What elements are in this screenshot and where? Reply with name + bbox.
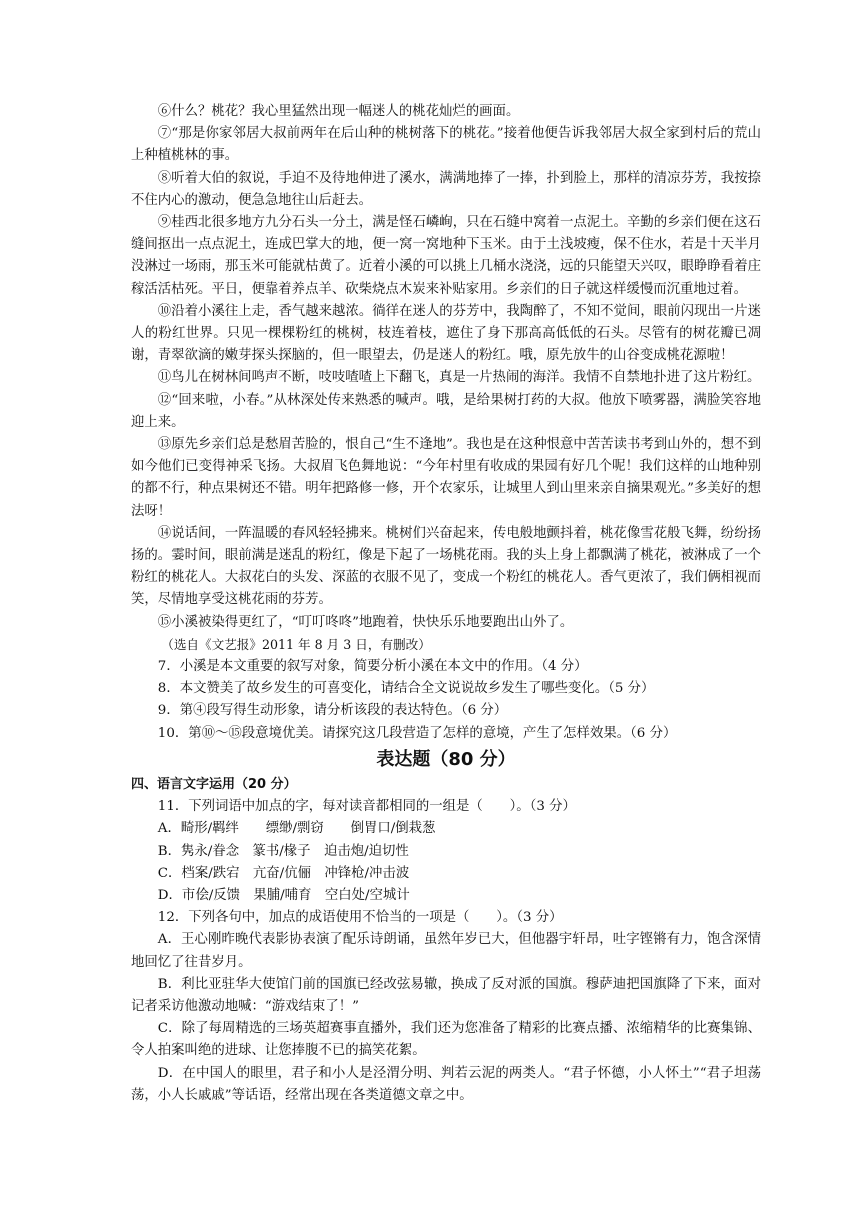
paragraph-12: ⑫“回来啦，小春。”从林深处传来熟悉的喊声。哦，是给果树打药的大叔。他放下喷雾器，满脸笑容地迎上来。 xyxy=(131,392,761,430)
paragraph-13: ⑬原先乡亲们总是愁眉苦脸的，恨自己“生不逢地”。我也是在这种恨意中苦苦读书考到山外的，想不到如今他们已变得神采飞扬。大叔眉飞色舞地说：“今年村里有收成的果园有好几个呢！我们这样的山地种别的都不行，种点果树还不错。明年把路修一修，开个农家乐，让城里人到山里来亲自摘果观光。”多美好的想法呀！ xyxy=(131,437,761,519)
question-12-stem: 12．下列各句中，加点的成语使用不恰当的一项是（ ）。（3 分） xyxy=(157,910,563,926)
paragraph-9: ⑨桂西北很多地方九分石头一分土，满是怪石嶙峋，只在石缝中窝着一点泥土。辛勤的乡亲们便在这石缝间抠出一点点泥土，连成巴掌大的地，便一窝一窝地种下玉米。由于土浅坡瘦，保不住水，若是十天半月没淋过一场雨，那玉米可能就枯黄了。近着小溪的可以挑上几桶水浇浇，远的只能望天兴叹，眼睁睁看着庄稼活活枯死。平日，便靠着养点羊、砍柴烧点木炭来补贴家用。乡亲们的日子就这样缓慢而沉重地过着。 xyxy=(131,215,761,297)
source-citation: （选自《文艺报》2011 年 8 月 3 日，有删改） xyxy=(161,636,431,652)
paragraph-8: ⑧听着大伯的叙说，手迫不及待地伸进了溪水，满满地捧了一捧，扑到脸上，那样的清凉芬芳，我按捺不住内心的激动，便急急地往山后赶去。 xyxy=(131,170,761,208)
question-12-option-a: A．王心刚昨晚代表影协表演了配乐诗朗诵，虽然年岁已大，但他器宇轩昂，吐字铿锵有力，饱含深情地回忆了往昔岁月。 xyxy=(131,932,761,970)
question-11-option-c: C．档案/跌宕 亢奋/伉俪 冲锋枪/冲击波 xyxy=(157,865,410,881)
question-12-option-d: D．在中国人的眼里，君子和小人是泾渭分明、判若云泥的两类人。“君子怀德，小人怀土”“君子坦荡荡，小人长戚戚”等话语，经常出现在各类道德文章之中。 xyxy=(131,1065,761,1103)
question-7: 7．小溪是本文重要的叙写对象，简要分析小溪在本文中的作用。（4 分） xyxy=(157,659,588,675)
paragraph-15: ⑮小溪被染得更红了，“叮叮咚咚”地跑着，快快乐乐地要跑出山外了。 xyxy=(157,614,574,630)
paragraph-11: ⑪鸟儿在树林间鸣声不断，吱吱喳喳上下翻飞，真是一片热闹的海洋。我情不自禁地扑进了这片粉红。 xyxy=(157,370,761,386)
question-11-option-d: D．市侩/反馈 果脯/哺育 空白处/空城计 xyxy=(157,887,410,903)
question-11-option-a: A．畸形/羁绊 缥缈/剽窃 倒胃口/倒栽葱 xyxy=(157,821,436,837)
paragraph-14: ⑭说话间，一阵温暖的春风轻轻拂来。桃树们兴奋起来，传电般地颤抖着，桃花像雪花般飞舞，纷纷扬扬的。霎时间，眼前满是迷乱的粉红，像是下起了一场桃花雨。我的头上身上都飘满了桃花，被淋成了一个粉红的桃花人。大叔花白的头发、深蓝的衣服不见了，变成一个粉红的桃花人。香气更浓了，我们俩相视而笑，尽情地享受这桃花雨的芬芳。 xyxy=(131,525,761,608)
question-12-option-c: C．除了每周精选的三场英超赛事直播外，我们还为您准备了精彩的比赛点播、浓缩精华的比赛集锦、令人拍案叫绝的进球、让您捧腹不已的搞笑花絮。 xyxy=(131,1021,761,1059)
question-12-option-b: B．利比亚驻华大使馆门前的国旗已经改弦易辙，换成了反对派的国旗。穆萨迪把国旗降了下来，面对记者采访他激动地喊：“游戏结束了！” xyxy=(131,976,761,1014)
subsection-title: 四、语言文字运用（20 分） xyxy=(131,776,297,792)
question-8: 8．本文赞美了故乡发生的可喜变化，请结合全文说说故乡发生了哪些变化。（5 分） xyxy=(157,681,655,697)
section-title: 表达题（80 分） xyxy=(376,748,516,770)
question-11-option-b: B．隽永/眷念 篆书/椽子 迫击炮/迫切性 xyxy=(157,843,409,859)
paragraph-10: ⑩沿着小溪往上走，香气越来越浓。徜徉在迷人的芬芳中，我陶醉了，不知不觉间，眼前闪现出一片迷人的粉红世界。只见一棵棵粉红的桃树，枝连着枝，遮住了身下那高高低低的石头。尽管有的树花瓣已凋谢，青翠欲滴的嫩芽探头探脑的，但一眼望去，仍是迷人的粉红。哦，原先放牛的山谷变成桃花源啦！ xyxy=(131,303,761,364)
paragraph-6: ⑥什么？桃花？我心里猛然出现一幅迷人的桃花灿烂的画面。 xyxy=(157,104,520,119)
question-9: 9．第④段写得生动形象，请分析该段的表达特色。（6 分） xyxy=(157,703,508,719)
paragraph-7: ⑦“那是你家邻居大叔前两年在后山种的桃树落下的桃花。”接着他便告诉我邻居大叔全家到村后的荒山上种植桃林的事。 xyxy=(131,126,761,164)
question-11-stem: 11．下列词语中加点的字，每对读音都相同的一组是（ ）。（3 分） xyxy=(157,799,576,815)
question-10: 10．第⑩～⑮段意境优美。请探究这几段营造了怎样的意境，产生了怎样效果。（6 分） xyxy=(157,725,677,741)
exam-page xyxy=(131,101,761,1107)
